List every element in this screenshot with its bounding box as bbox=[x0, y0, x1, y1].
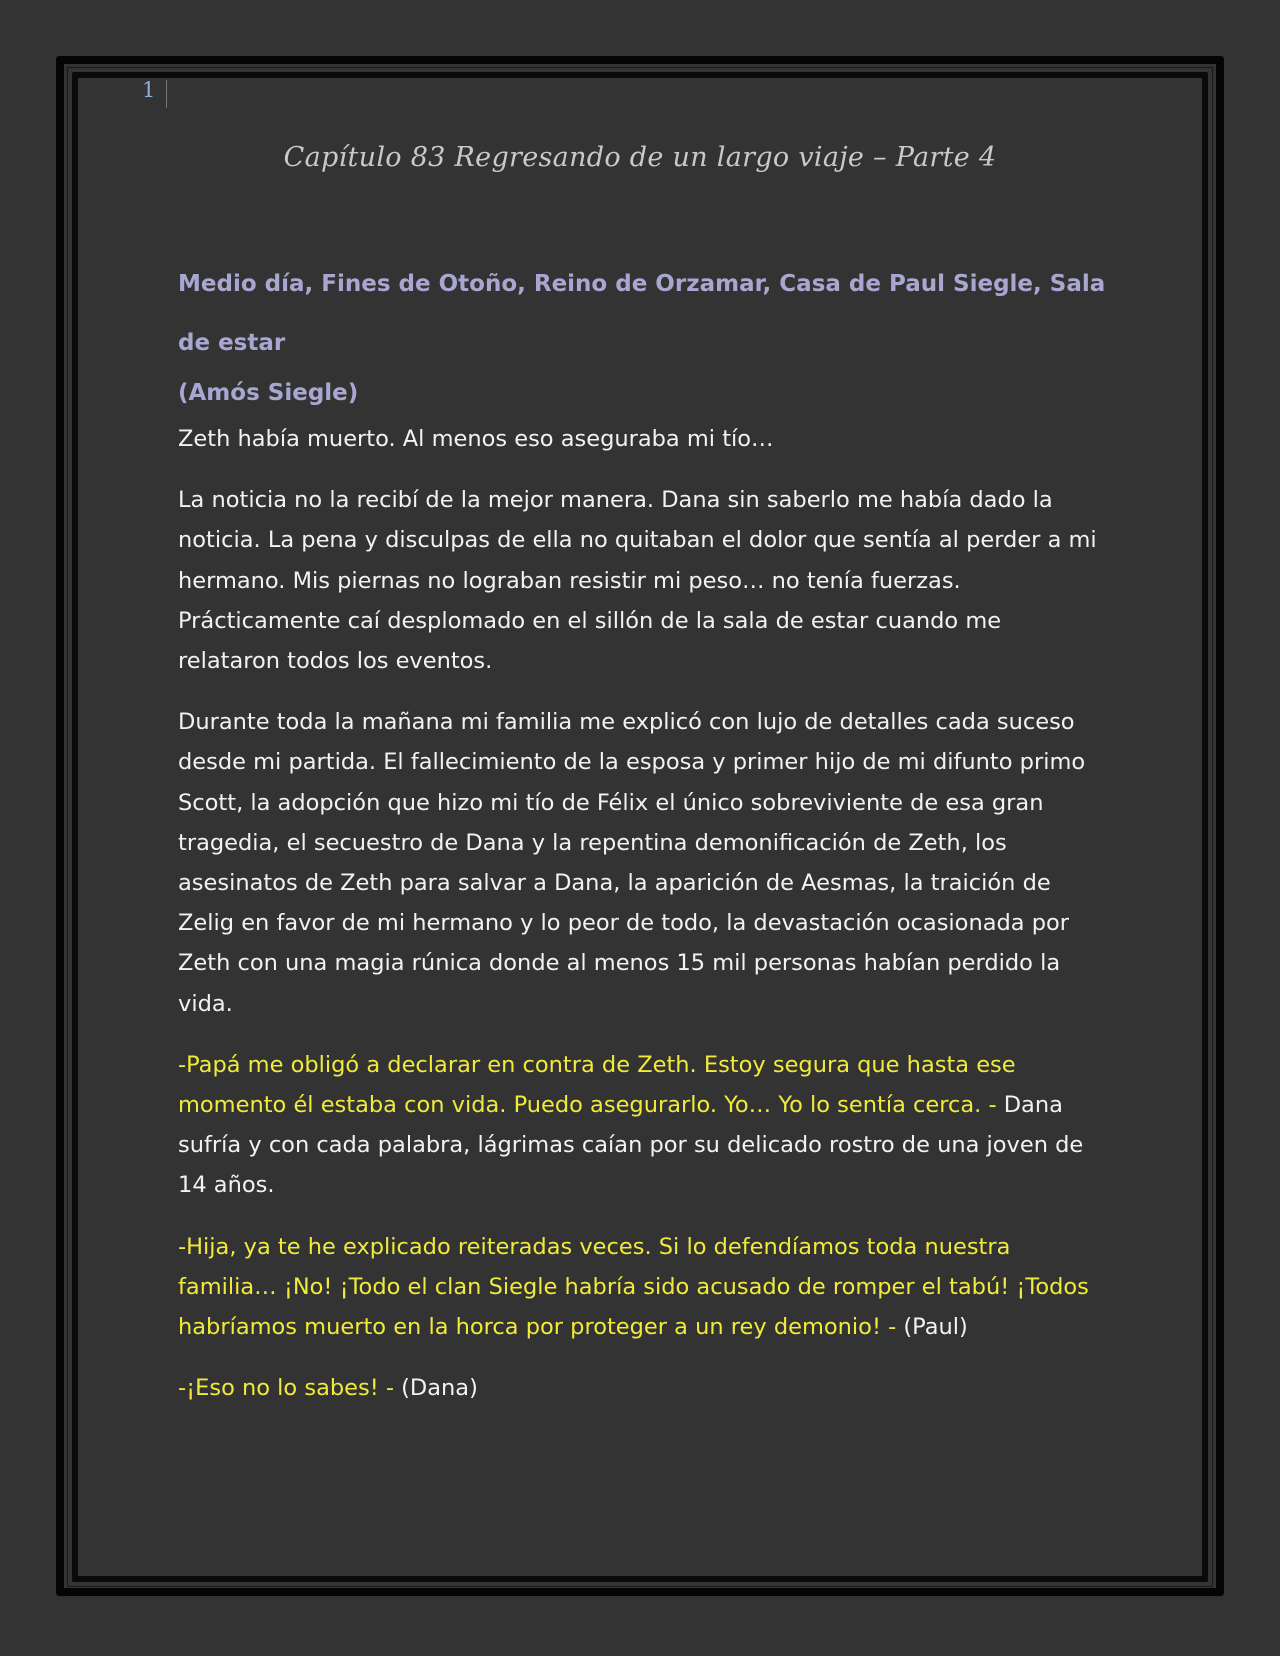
chapter-title: Capítulo 83 Regresando de un largo viaje – Parte 4 bbox=[283, 142, 997, 173]
text-cursor bbox=[166, 80, 167, 108]
paragraph-2: La noticia no la recibí de la mejor manera. Dana sin saberlo me había dado la noticia. La pena y disculpas de ella no quitaban el dolor que sentía al perder a mi hermano. Mis piernas no lograban resistir mi peso… no tenía fuerzas. Prácticamente caí desplomado en el sillón de la sala de estar cuando me relataron todos los eventos. bbox=[178, 487, 1097, 675]
dialog-dana: -Papá me obligó a declarar en contra de Zeth. Estoy segura que hasta ese momento él estaba con vida. Puedo asegurarlo. Yo… Yo lo sentía cerca. - bbox=[178, 1051, 1016, 1119]
paragraph-4 bbox=[178, 1045, 1108, 1206]
paragraph-1: Zeth había muerto. Al menos eso aseguraba mi tío… bbox=[178, 426, 774, 452]
page-number: 1 bbox=[142, 78, 156, 102]
scene-header: Medio día, Fines de Otoño, Reino de Orzamar, Casa de Paul Siegle, Sala de estar bbox=[178, 271, 1106, 356]
dialog-dana: -¡Eso no lo sabes! - bbox=[178, 1375, 394, 1402]
dialog-paul: -Hija, ya te he explicado reiteradas veces. Si lo defendíamos toda nuestra familia… ¡No! ¡Todo el clan Siegle habría sido acusado de romper el tabú! ¡Todos habríamos muerto en la horca por proteger a un rey demonio! - bbox=[178, 1233, 1089, 1341]
scene-pov: (Amós Siegle) bbox=[178, 380, 359, 406]
speaker-attribution: (Dana) bbox=[394, 1375, 478, 1402]
paragraph-5 bbox=[178, 1227, 1108, 1348]
document-body bbox=[178, 255, 1108, 1429]
narration: Dana sufría y con cada palabra, lágrimas caían por su delicado rostro de una joven de 14 años. bbox=[178, 1092, 1084, 1199]
paragraph-6 bbox=[178, 1368, 1108, 1408]
speaker-attribution: (Paul) bbox=[896, 1314, 968, 1341]
paragraph-3: Durante toda la mañana mi familia me explicó con lujo de detalles cada suceso desde mi partida. El fallecimiento de la esposa y primer hijo de mi difunto primo Scott, la adopción que hizo mi tío de Félix el único sobreviviente de esa gran tragedia, el secuestro de Dana y la repentina demonificación de Zeth, los asesinatos de Zeth para salvar a Dana, la aparición de Aesmas, la traición de Zelig en favor de mi hermano y lo peor de todo, la devastación ocasionada por Zeth con una magia rúnica donde al menos 15 mil personas habían perdido la vida. bbox=[178, 709, 1086, 1017]
